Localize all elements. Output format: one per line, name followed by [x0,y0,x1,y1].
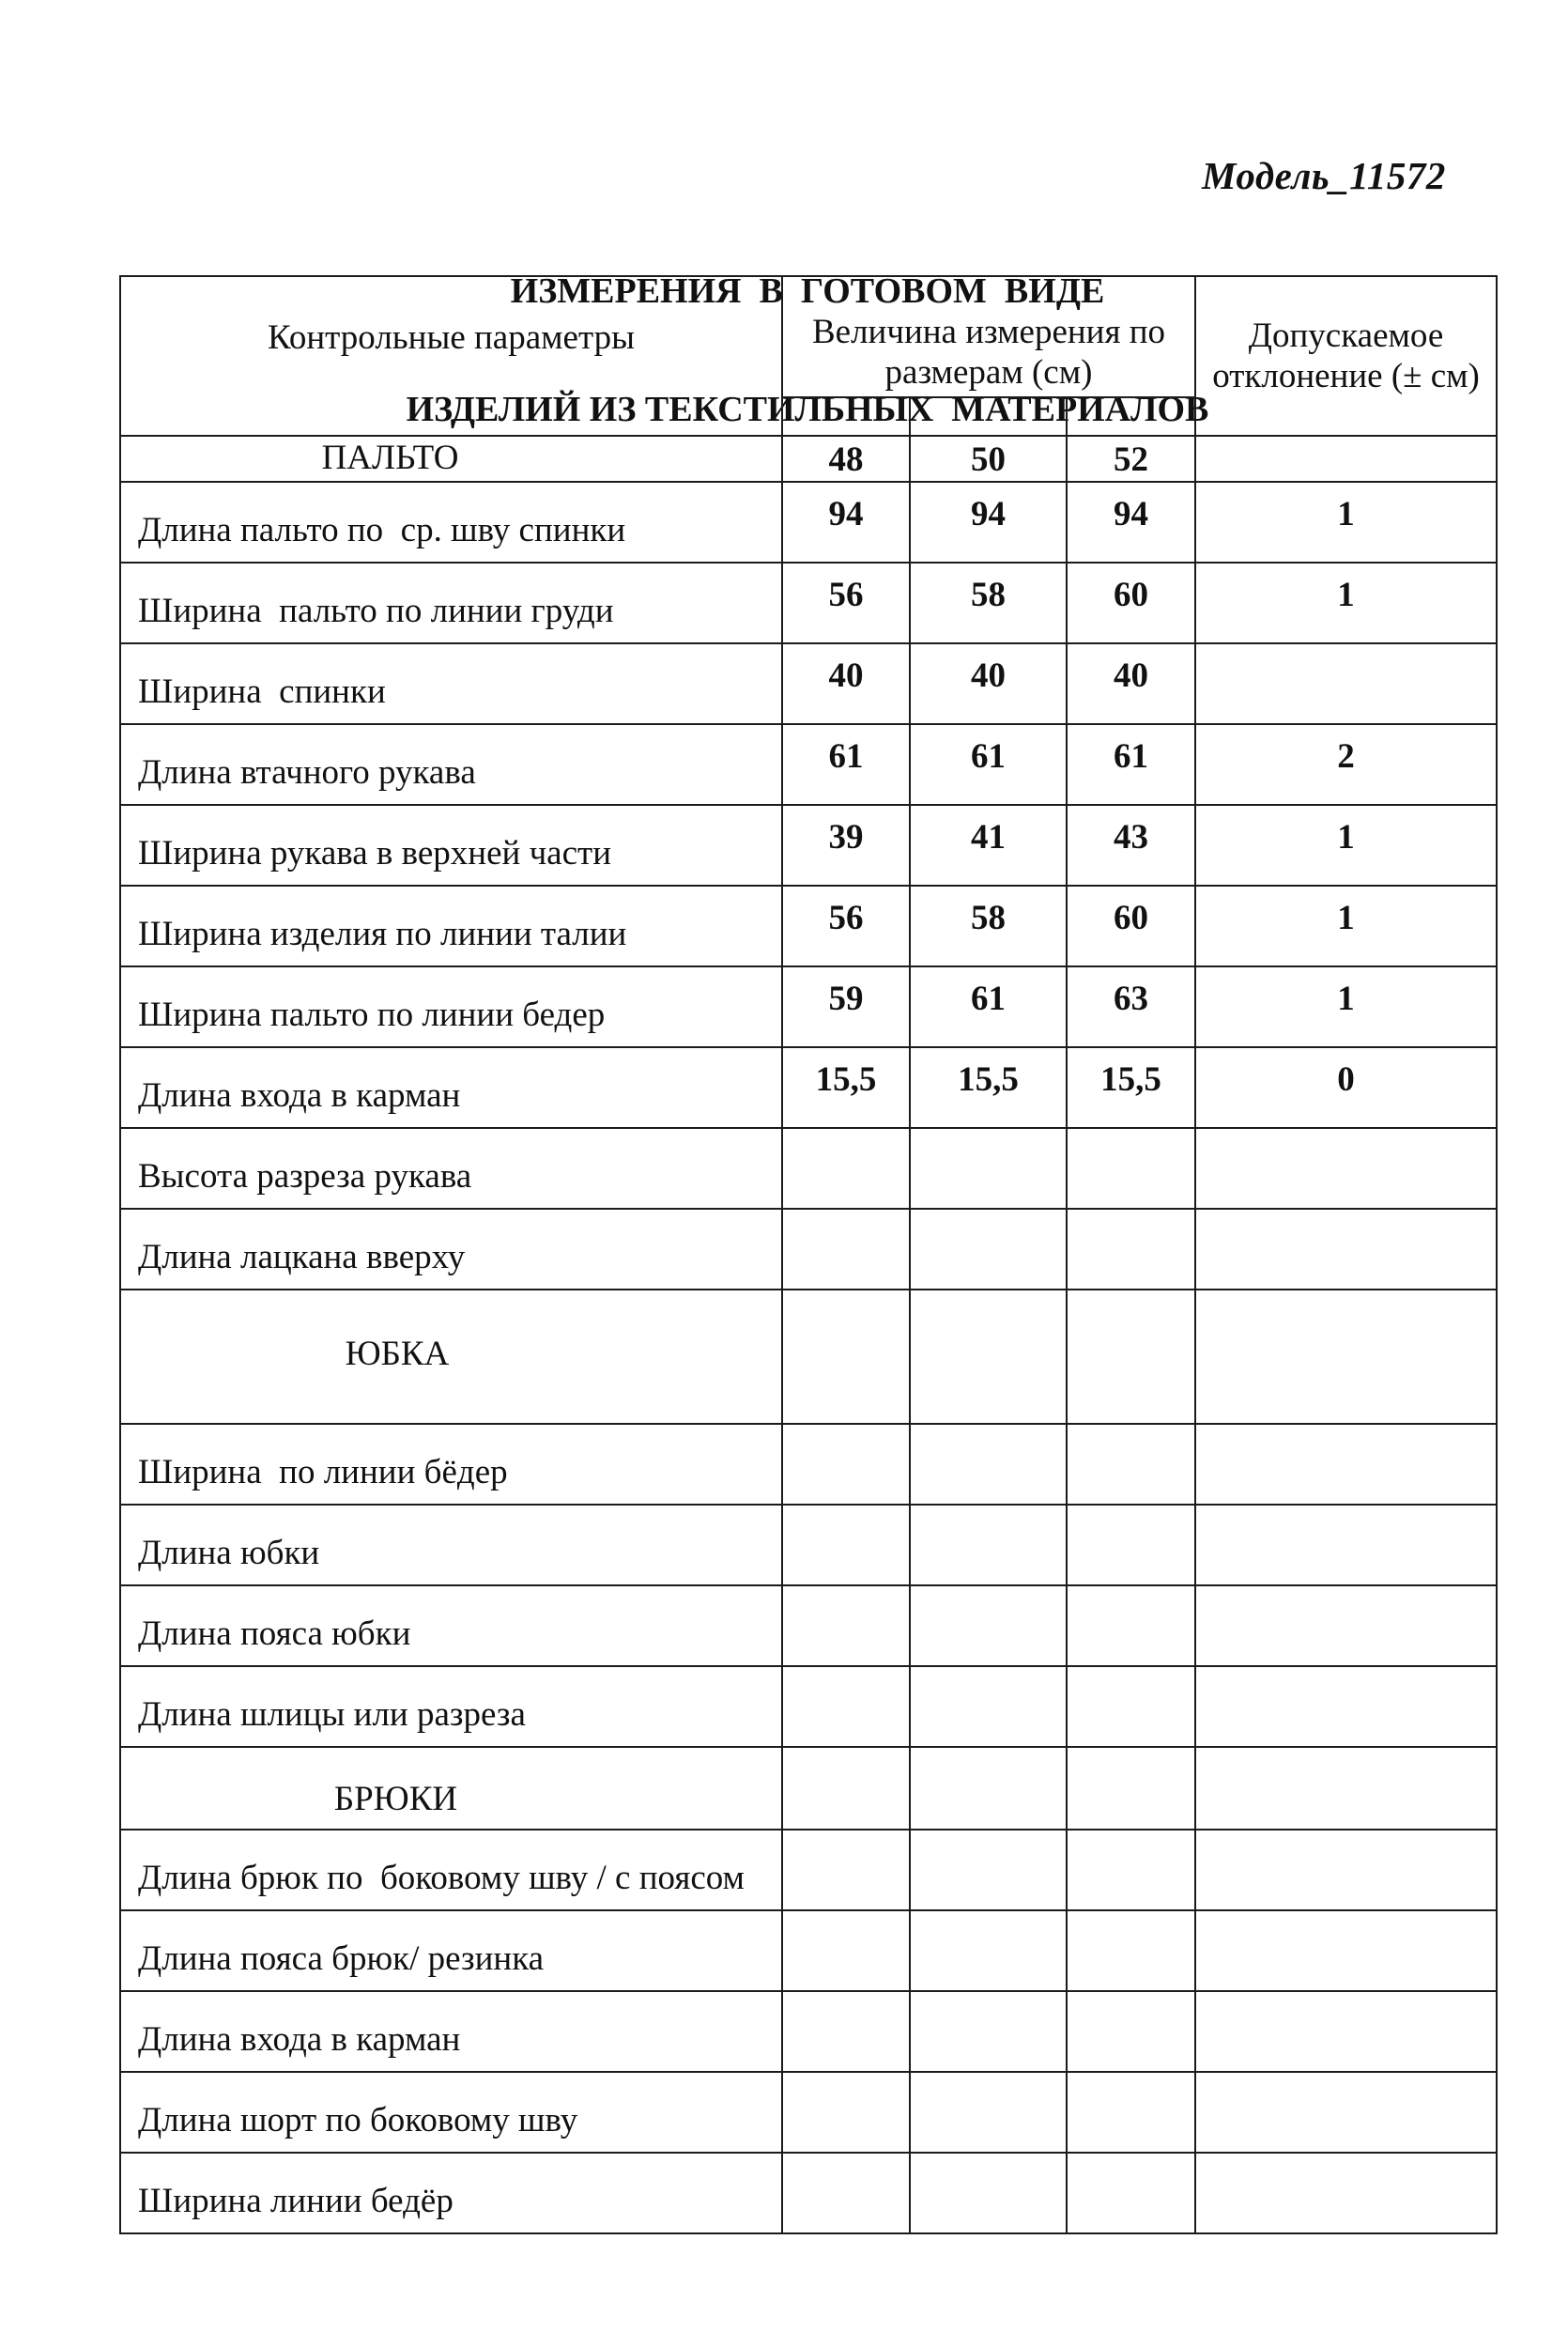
size-value-cell: 41 [910,805,1067,886]
size-value-cell [1067,1505,1195,1585]
size-value-cell [910,1209,1067,1290]
parameter-label-cell: Длина шорт по боковому шву [120,2072,782,2153]
table-row [120,1209,1497,1290]
section-title-cell: ЮБКА [120,1290,782,1424]
parameter-label-cell: Длина брюк по боковому шву / с поясом [120,1830,782,1910]
parameter-label-cell: Длина входа в карман [120,1047,782,1128]
table-row [120,1047,1497,1128]
size-value-cell [910,1505,1067,1585]
parameter-label-cell: Длина входа в карман [120,1991,782,2072]
deviation-value-cell: 1 [1195,482,1497,563]
measurements-table [119,275,1498,2234]
deviation-value-cell [1195,436,1497,482]
size-value-cell [782,1666,910,1747]
size-value-cell: 50 [910,436,1067,482]
deviation-value-cell [1195,1290,1497,1424]
size-value-cell [782,1747,910,1830]
size-value-cell [782,1128,910,1209]
size-value-cell [910,1830,1067,1910]
size-value-cell [1067,1830,1195,1910]
size-value-cell [1067,1424,1195,1505]
model-number-label: Модель_11572 [1202,154,1446,197]
size-value-cell [782,1910,910,1991]
deviation-value-cell: 1 [1195,966,1497,1047]
size-value-cell [910,1585,1067,1666]
size-value-cell: 94 [1067,482,1195,563]
parameter-label-cell: Ширина линии бедёр [120,2153,782,2233]
parameter-label-cell: Ширина пальто по линии груди [120,563,782,643]
size-value-cell: 61 [1067,724,1195,805]
size-value-cell [1067,1209,1195,1290]
size-value-cell [782,2153,910,2233]
table-row [120,482,1497,563]
size-value-cell [910,2153,1067,2233]
parameter-label-cell: Длина втачного рукава [120,724,782,805]
size-value-cell [782,2072,910,2153]
table-row [120,563,1497,643]
parameter-label-cell: Ширина спинки [120,643,782,724]
size-value-cell [1067,1910,1195,1991]
size-value-cell [1067,2153,1195,2233]
document-title-line2: ИЗДЕЛИЙ ИЗ ТЕКСТИЛЬНЫХ МАТЕРИАЛОВ [406,390,1209,429]
measurements-table-container [119,275,1498,2234]
col-header-sizes: Величина измерения по размерам (см) [782,276,1195,397]
deviation-value-cell: 2 [1195,724,1497,805]
size-value-cell: 61 [910,966,1067,1047]
size-value-cell [910,1910,1067,1991]
size-value-cell: 59 [782,966,910,1047]
deviation-value-cell [1195,2153,1497,2233]
size-value-cell [782,1505,910,1585]
section-title-cell: БРЮКИ [120,1747,782,1830]
parameter-label-cell: Ширина пальто по линии бедер [120,966,782,1047]
parameter-label-cell: Длина юбки [120,1505,782,1585]
size-value-cell [910,1128,1067,1209]
deviation-value-cell [1195,1585,1497,1666]
deviation-value-cell [1195,1666,1497,1747]
size-value-cell [782,1830,910,1910]
deviation-value-cell: 0 [1195,1047,1497,1128]
deviation-value-cell: 1 [1195,805,1497,886]
size-value-cell [910,1424,1067,1505]
size-value-cell [1067,2072,1195,2153]
parameter-label-cell: Высота разреза рукава [120,1128,782,1209]
section-row [120,1290,1497,1424]
document-title-line1: ИЗМЕРЕНИЯ В ГОТОВОМ ВИДЕ [510,271,1105,311]
deviation-value-cell: 1 [1195,886,1497,966]
parameter-label-cell: Длина пояса юбки [120,1585,782,1666]
size-value-cell: 56 [782,563,910,643]
size-value-cell [782,1209,910,1290]
parameter-label-cell: Ширина изделия по линии талии [120,886,782,966]
parameter-label-cell: Длина лацкана вверху [120,1209,782,1290]
size-value-cell [1067,1290,1195,1424]
size-value-cell [1067,1128,1195,1209]
size-value-cell: 58 [910,563,1067,643]
size-value-cell: 40 [910,643,1067,724]
table-row [120,1585,1497,1666]
table-row [120,643,1497,724]
deviation-value-cell [1195,1991,1497,2072]
size-value-cell: 94 [782,482,910,563]
table-row [120,1424,1497,1505]
table-row [120,886,1497,966]
header-row [120,276,1497,397]
col-header-parameters: Контрольные параметры [120,276,782,436]
table-row [120,724,1497,805]
deviation-value-cell [1195,1830,1497,1910]
size-value-cell: 40 [1067,643,1195,724]
size-value-cell: 15,5 [782,1047,910,1128]
size-value-cell: 15,5 [910,1047,1067,1128]
deviation-value-cell [1195,643,1497,724]
size-value-cell: 43 [1067,805,1195,886]
table-row [120,1830,1497,1910]
table-row [120,2153,1497,2233]
section-row [120,436,1497,482]
col-header-deviation: Допускаемое отклонение (± см) [1195,276,1497,436]
deviation-value-cell [1195,1424,1497,1505]
parameter-label-cell: Ширина рукава в верхней части [120,805,782,886]
size-value-cell [782,1991,910,2072]
size-value-cell [1067,1747,1195,1830]
deviation-value-cell [1195,1505,1497,1585]
size-value-cell [910,1290,1067,1424]
deviation-value-cell [1195,1128,1497,1209]
size-value-cell [910,1991,1067,2072]
size-value-cell [1067,1991,1195,2072]
parameter-label-cell: Ширина по линии бёдер [120,1424,782,1505]
size-subcolumn-cell [782,397,910,436]
size-subcolumn-cell [910,397,1067,436]
parameter-label-cell: Длина пальто по ср. шву спинки [120,482,782,563]
table-row [120,1666,1497,1747]
size-value-cell: 94 [910,482,1067,563]
table-row [120,1505,1497,1585]
size-value-cell: 63 [1067,966,1195,1047]
size-value-cell: 40 [782,643,910,724]
deviation-value-cell [1195,2072,1497,2153]
size-subcolumn-cell [1067,397,1195,436]
size-value-cell [1067,1585,1195,1666]
table-row [120,966,1497,1047]
section-row [120,1747,1497,1830]
size-value-cell: 60 [1067,886,1195,966]
size-value-cell: 52 [1067,436,1195,482]
deviation-value-cell [1195,1910,1497,1991]
parameter-label-cell: Длина шлицы или разреза [120,1666,782,1747]
table-row [120,2072,1497,2153]
size-value-cell: 58 [910,886,1067,966]
size-value-cell [910,1747,1067,1830]
size-value-cell [782,1290,910,1424]
size-value-cell [910,2072,1067,2153]
section-title-cell: ПАЛЬТО [120,436,782,482]
deviation-value-cell: 1 [1195,563,1497,643]
size-value-cell: 48 [782,436,910,482]
size-value-cell [1067,1666,1195,1747]
table-row [120,1910,1497,1991]
table-row [120,1991,1497,2072]
table-row [120,805,1497,886]
size-value-cell [782,1424,910,1505]
size-value-cell: 39 [782,805,910,886]
size-value-cell: 60 [1067,563,1195,643]
deviation-value-cell [1195,1747,1497,1830]
size-value-cell: 56 [782,886,910,966]
size-value-cell [910,1666,1067,1747]
size-value-cell: 61 [782,724,910,805]
size-value-cell: 15,5 [1067,1047,1195,1128]
parameter-label-cell: Длина пояса брюк/ резинка [120,1910,782,1991]
table-row [120,1128,1497,1209]
size-value-cell: 61 [910,724,1067,805]
size-value-cell [782,1585,910,1666]
deviation-value-cell [1195,1209,1497,1290]
